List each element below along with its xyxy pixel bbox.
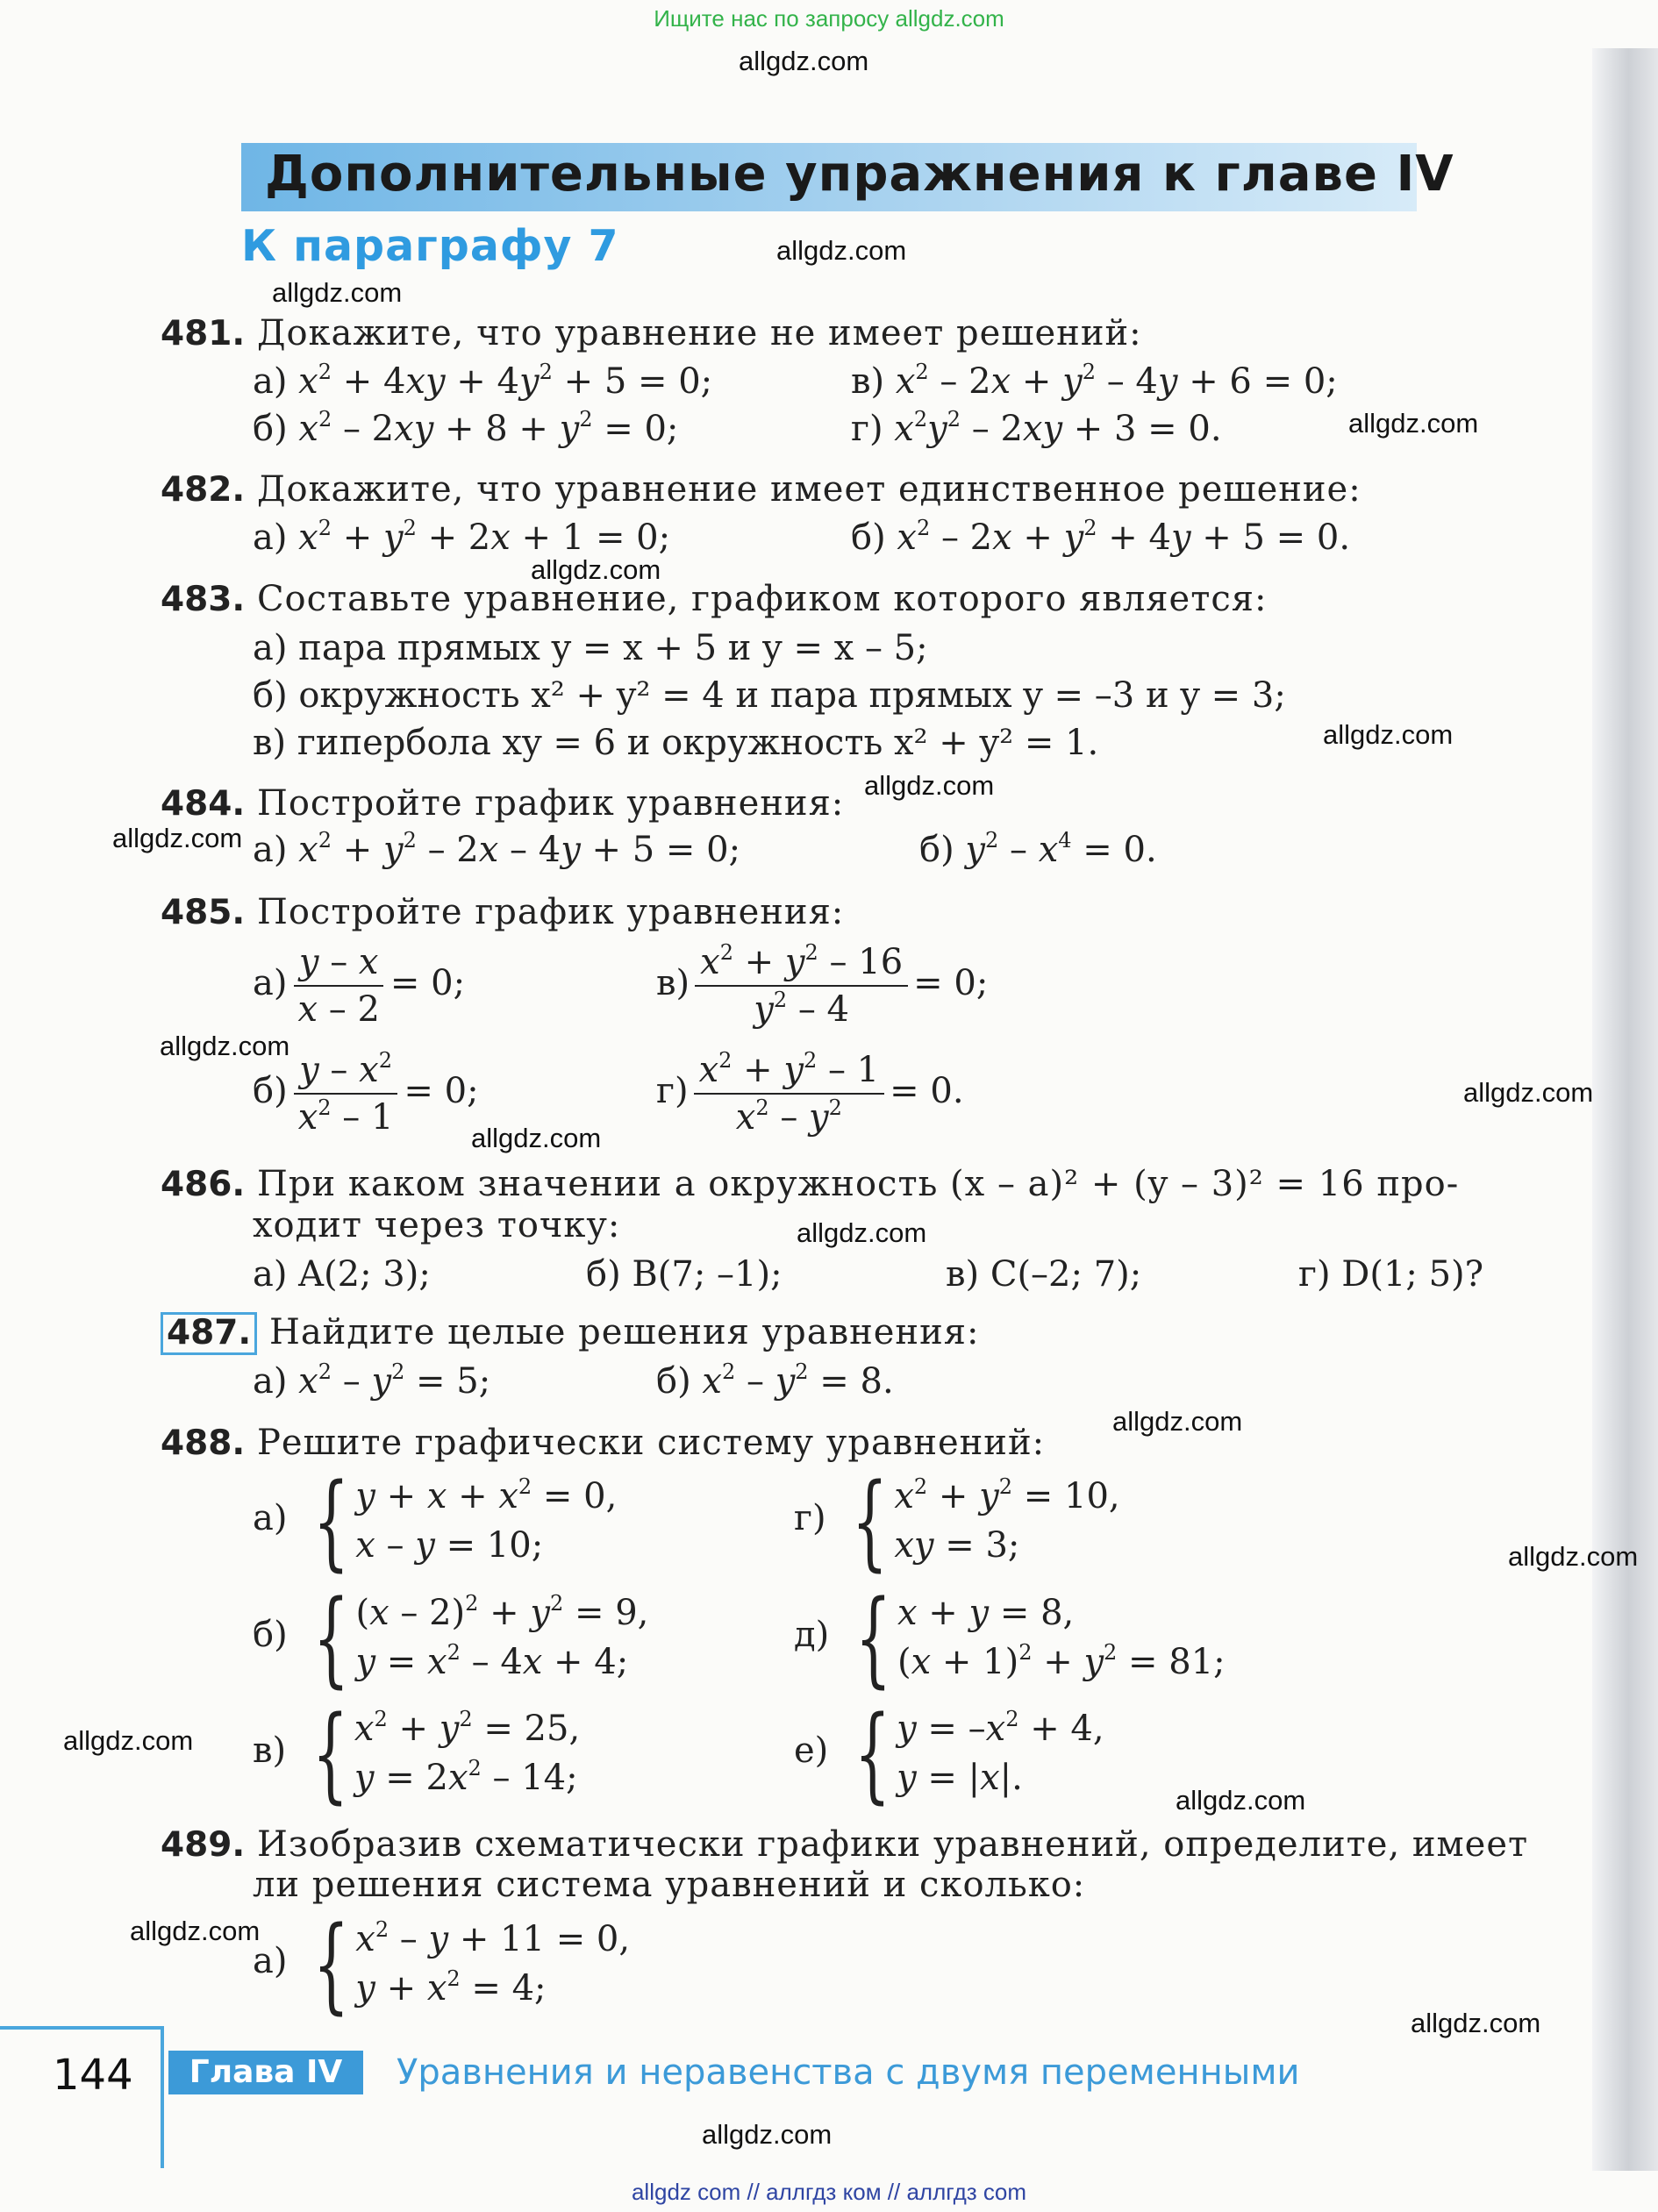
system-b: б) { $(x - 2)^2 + y^2 = 9$, $y = x^2 - 4x + 4$; xyxy=(253,1577,649,1698)
exercise-text: Постройте график уравнения: xyxy=(256,892,845,932)
exercise-489-continuation: ли решения система уравнений и сколько: xyxy=(253,1865,1086,1905)
exercise-488 xyxy=(161,1423,1045,1463)
section-title: Дополнительные упражнения к главе IV xyxy=(265,146,1454,203)
exercise-text: Постройте график уравнения: xyxy=(256,783,845,824)
book-spine-shadow xyxy=(1592,48,1658,2171)
site-watermark: allgdz.com xyxy=(797,1217,927,1248)
exercise-number: 481. xyxy=(161,314,246,353)
exercise-486-continuation: ходит через точку: xyxy=(253,1205,621,1245)
point-v: в) C(–2; 7); xyxy=(946,1254,1142,1295)
exercise-number: 482. xyxy=(161,470,246,510)
exercise-text: Составьте уравнение, графиком которого является: xyxy=(256,579,1268,619)
site-watermark: allgdz.com xyxy=(1508,1541,1639,1572)
equation-a: а) $x^2 + 4xy + 4y^2 + 5 = 0$; xyxy=(253,360,713,402)
chapter-title: Уравнения и неравенства с двумя переменными xyxy=(397,2052,1300,2093)
exercise-485 xyxy=(161,892,844,932)
exercise-483-item-a: а) пара прямых y = x + 5 и y = x – 5; xyxy=(253,628,928,668)
exercise-text: Найдите целые решения уравнения: xyxy=(268,1312,980,1352)
system-g: г) { $x^2 + y^2 = 10$, xy = 3; xyxy=(794,1460,1120,1581)
fraction-equation-g: г) $\frac{x^2 + y^2 - 1}{x^2 - y^2}$ = 0. xyxy=(656,1048,964,1138)
exercise-number: 485. xyxy=(161,893,246,932)
exercise-number: 489. xyxy=(161,1825,246,1865)
exercise-483-item-b: б) окружность x² + y² = 4 и пара прямых y = –3 и y = 3; xyxy=(253,675,1286,716)
exercise-text: Докажите, что уравнение не имеет решений: xyxy=(256,313,1142,353)
exercise-number: 484. xyxy=(161,784,246,824)
exercise-483 xyxy=(161,579,1267,619)
exercise-481 xyxy=(161,313,1142,353)
site-watermark: allgdz.com xyxy=(1323,719,1454,750)
site-watermark: allgdz.com xyxy=(739,46,869,76)
exercise-484 xyxy=(161,783,844,824)
site-watermark: allgdz.com xyxy=(130,1916,261,1946)
exercise-483-item-v: в) гипербола xy = 6 и окружность x² + y² = 1. xyxy=(253,723,1099,763)
site-watermark: allgdz.com xyxy=(1348,408,1479,439)
fraction-equation-a: а) $\frac{y - x}{x - 2}$ = 0; xyxy=(253,942,466,1030)
exercise-487 xyxy=(161,1312,979,1355)
site-watermark: allgdz.com xyxy=(112,823,243,853)
page-number: 144 xyxy=(53,2051,133,2100)
site-watermark: allgdz.com xyxy=(702,2119,833,2150)
equation-g: г) $x^2y^2 - 2xy + 3 = 0$. xyxy=(851,407,1222,449)
exercise-number: 488. xyxy=(161,1424,246,1463)
site-watermark: allgdz.com xyxy=(1176,1785,1306,1816)
equation-a: а) $x^2 + y^2 - 2x - 4y + 5 = 0$; xyxy=(253,828,741,870)
footer-rule xyxy=(0,2026,164,2030)
site-watermark: allgdz.com xyxy=(471,1123,602,1153)
chapter-label: Глава IV xyxy=(168,2051,363,2094)
site-watermark: allgdz.com xyxy=(864,770,995,801)
system-d: д) { x + y = 8, $(x + 1)^2 + y^2 = 81$; xyxy=(794,1577,1226,1698)
system-a: а) { $y + x + x^2 = 0$, x – y = 10; xyxy=(253,1460,618,1581)
exercise-text: Докажите, что уравнение имеет единственное решение: xyxy=(256,469,1361,510)
exercise-number: 483. xyxy=(161,580,246,619)
point-b: б) B(7; –1); xyxy=(586,1254,783,1295)
paragraph-subtitle: К параграфу 7 xyxy=(241,221,619,271)
equation-b: б) $x^2 - 2xy + 8 + y^2 = 0$; xyxy=(253,407,679,449)
exercise-number: 486. xyxy=(161,1165,246,1204)
site-watermark: allgdz.com xyxy=(1112,1406,1243,1437)
equation-v: в) $x^2 - 2x + y^2 - 4y + 6 = 0$; xyxy=(851,360,1338,402)
fraction-equation-v: в) $\frac{x^2 + y^2 - 16}{y^2 - 4}$ = 0; xyxy=(656,940,989,1030)
exercise-486 xyxy=(161,1164,1459,1204)
equation-b: б) $x^2 - 2x + y^2 + 4y + 5 = 0$. xyxy=(851,516,1351,558)
site-watermark: allgdz.com xyxy=(63,1725,194,1756)
footer-rule xyxy=(161,2028,164,2168)
exercise-489 xyxy=(161,1824,1528,1865)
system-a: а) { $x^2 - y + 11 = 0$, $y + x^2 = 4$; xyxy=(253,1903,631,2024)
system-v: в) { $x^2 + y^2 = 25$, $y = 2x^2 - 14$; xyxy=(253,1693,581,1814)
site-watermark: allgdz.com xyxy=(1411,2008,1541,2038)
site-watermark: allgdz.com xyxy=(1463,1077,1594,1108)
point-a: а) A(2; 3); xyxy=(253,1254,431,1295)
equation-a: а) $x^2 + y^2 + 2x + 1 = 0$; xyxy=(253,516,671,558)
site-watermark: allgdz.com xyxy=(160,1031,290,1061)
site-watermark: allgdz.com xyxy=(272,277,403,308)
exercise-text: При каком значении a окружность (x – a)² + (y – 3)² = 16 про- xyxy=(256,1164,1460,1204)
exercise-482 xyxy=(161,469,1361,510)
exercise-text: Изобразив схематически графики уравнений, определите, имеет xyxy=(256,1824,1529,1865)
top-watermark: Ищите нас по запросу allgdz.com xyxy=(654,5,1004,32)
bottom-watermark: allgdz com // аллгдз ком // аллгдз com xyxy=(631,2179,1027,2205)
fraction-equation-b: б) $\frac{y - x^2}{x^2 - 1}$ = 0; xyxy=(253,1048,479,1138)
point-g: г) D(1; 5)? xyxy=(1298,1254,1484,1295)
exercise-text: Решите графически систему уравнений: xyxy=(256,1423,1046,1463)
site-watermark: allgdz.com xyxy=(776,235,907,266)
equation-a: а) $x^2 - y^2 = 5$; xyxy=(253,1359,491,1402)
exercise-number-highlighted: 487. xyxy=(161,1312,257,1355)
equation-b: б) $x^2 - y^2 = 8$. xyxy=(656,1359,894,1402)
system-e: е) { $y = -x^2 + 4$, y = |x|. xyxy=(794,1693,1104,1814)
equation-b: б) $y^2 - x^4 = 0$. xyxy=(919,828,1157,870)
site-watermark: allgdz.com xyxy=(531,554,661,585)
